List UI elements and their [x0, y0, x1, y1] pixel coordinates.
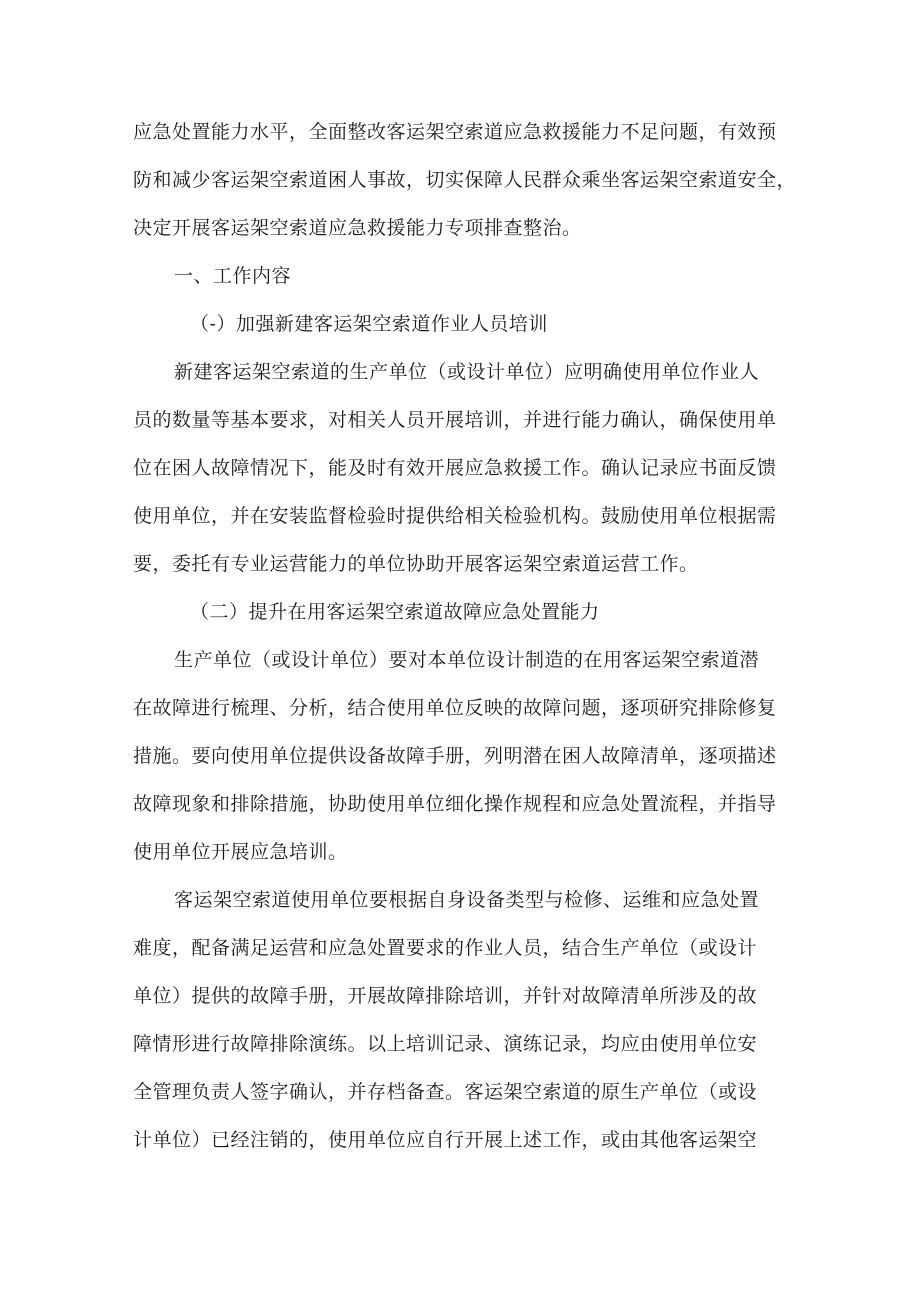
text-line: 单位）提供的故障手册，开展故障排除培训，并针对故障清单所涉及的故 — [133, 985, 758, 1007]
text-line: 使用单位，并在安装监督检验时提供给相关检验机构。鼓励使用单位根据需 — [133, 505, 777, 527]
text-line: 员的数量等基本要求，对相关人员开展培训，并进行能力确认，确保使用单 — [133, 409, 777, 431]
text-line: 应急处置能力水平，全面整改客运架空索道应急救援能力不足问题，有效预 — [133, 121, 777, 143]
subsection-heading: （-）加强新建客运架空索道作业人员培训 — [190, 313, 548, 335]
text-line: 防和减少客运架空索道困人事故，切实保障人民群众乘坐客运架空索道安全， — [133, 169, 797, 191]
text-line: 难度，配备满足运营和应急处置要求的作业人员，结合生产单位（或设计 — [133, 937, 758, 959]
subsection-heading: （二）提升在用客运架空索道故障应急处置能力 — [190, 601, 600, 623]
text-line: 决定开展客运架空索道应急救援能力专项排查整治。 — [133, 217, 582, 239]
text-line: 全管理负责人签字确认，并存档备查。客运架空索道的原生产单位（或设 — [133, 1081, 758, 1103]
text-line: 客运架空索道使用单位要根据自身设备类型与检修、运维和应急处置 — [174, 889, 760, 911]
text-line: 使用单位开展应急培训。 — [133, 841, 348, 863]
text-line: 要，委托有专业运营能力的单位协助开展客运架空索道运营工作。 — [133, 553, 699, 575]
section-heading: 一、工作内容 — [174, 265, 292, 287]
text-line: 在故障进行梳理、分析，结合使用单位反映的故障问题，逐项研究排除修复 — [133, 697, 777, 719]
text-line: 新建客运架空索道的生产单位（或设计单位）应明确使用单位作业人 — [174, 361, 760, 383]
text-line: 障情形进行故障排除演练。以上培训记录、演练记录，均应由使用单位安 — [133, 1033, 758, 1055]
text-line: 生产单位（或设计单位）要对本单位设计制造的在用客运架空索道潜 — [174, 649, 760, 671]
text-line: 故障现象和排除措施，协助使用单位细化操作规程和应急处置流程，并指导 — [133, 793, 777, 815]
text-line: 措施。要向使用单位提供设备故障手册，列明潜在困人故障清单，逐项描述 — [133, 745, 777, 767]
text-line: 位在困人故障情况下，能及时有效开展应急救援工作。确认记录应书面反馈 — [133, 457, 777, 479]
text-line: 计单位）已经注销的，使用单位应自行开展上述工作，或由其他客运架空 — [133, 1129, 758, 1151]
